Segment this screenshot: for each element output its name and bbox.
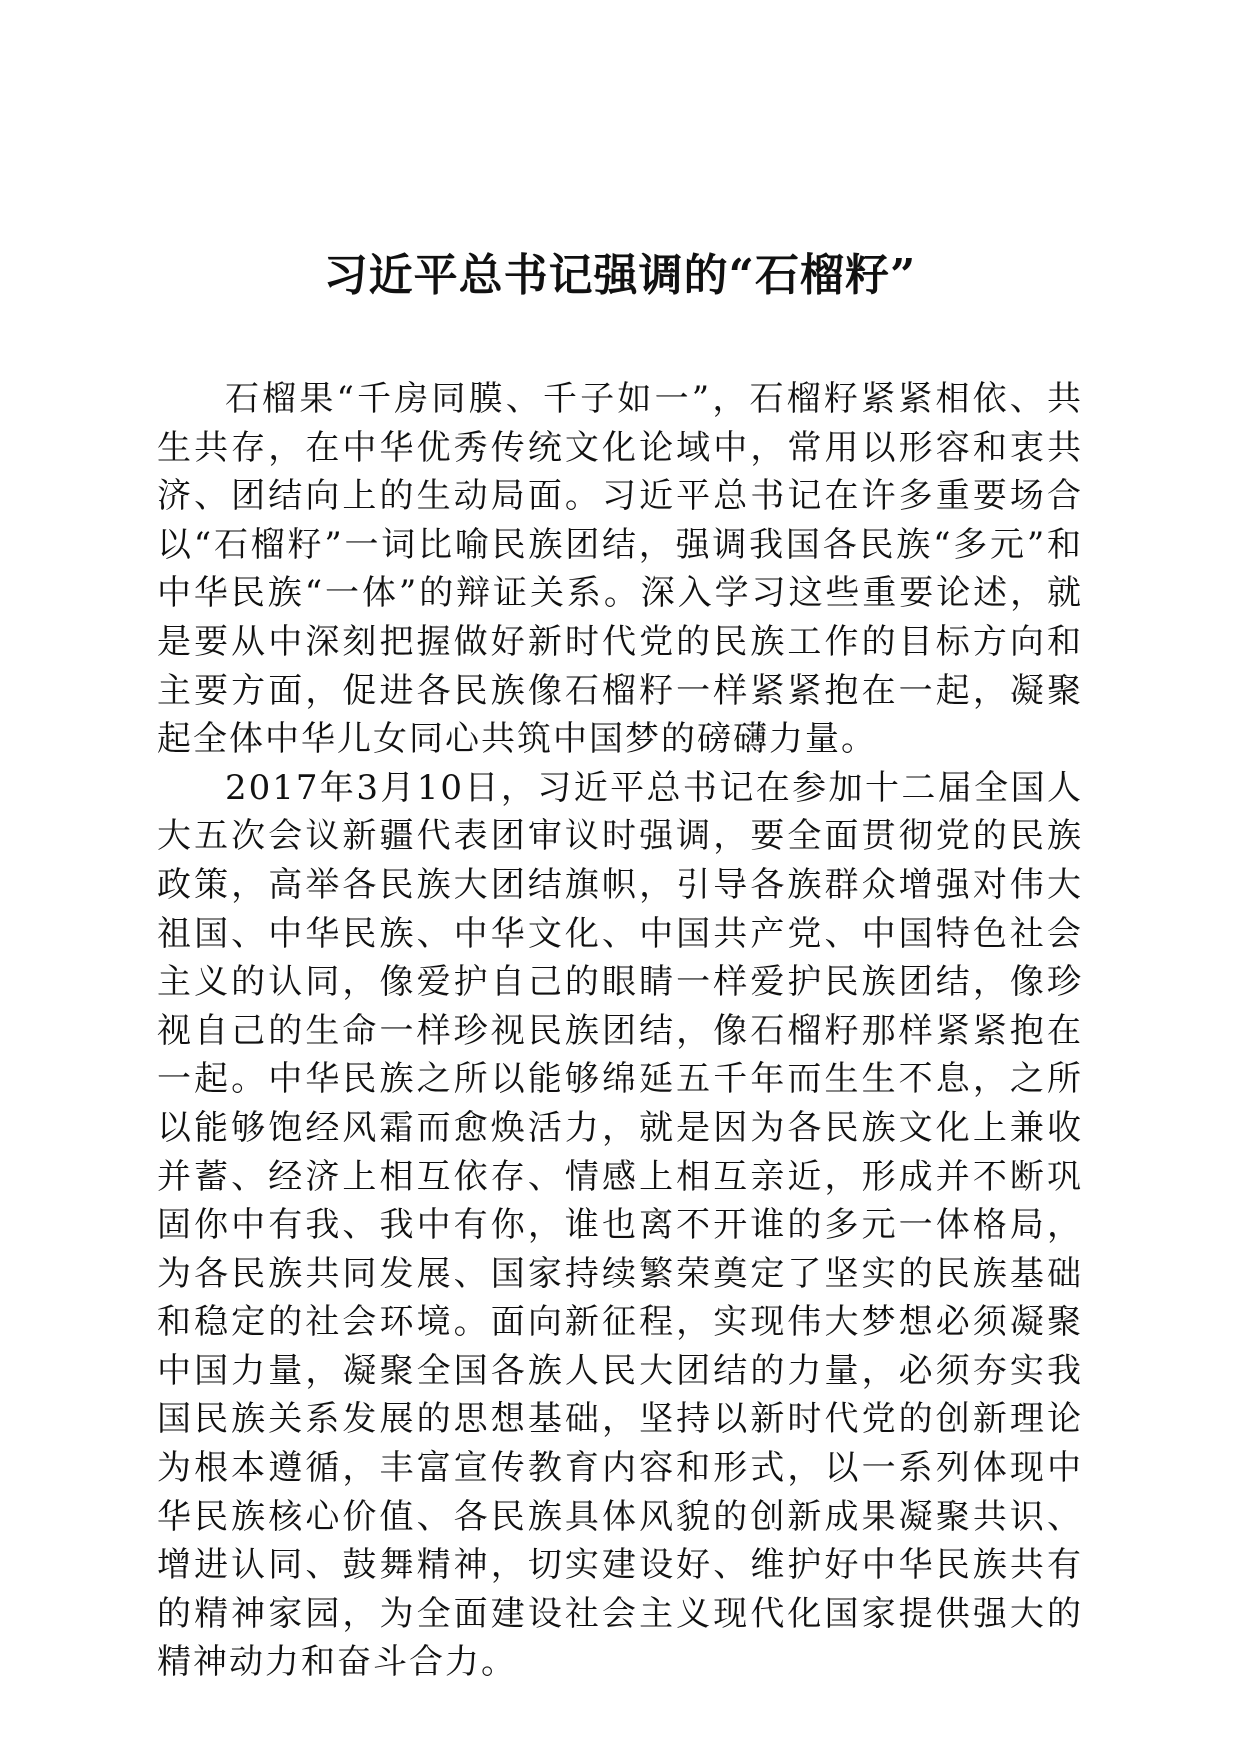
paragraph-1: 石榴果“千房同膜、千子如一”，石榴籽紧紧相依、共生共存，在中华优秀传统文化论域中，常用以形容和衷共济、团结向上的生动局面。习近平总书记在许多重要场合以“石榴籽”一词比喻民族团结，强调我国各民族“多元”和中华民族“一体”的辩证关系。深入学习这些重要论述，就是要从中深刻把握做好新时代党的民族工作的目标方向和主要方面，促进各民族像石榴籽一样紧紧抱在一起，凝聚起全体中华儿女同心共筑中国梦的磅礴力量。 (157, 379, 1083, 760)
paragraph-2: 2017年3月10日，习近平总书记在参加十二届全国人大五次会议新疆代表团审议时强调，要全面贯彻党的民族政策，高举各民族大团结旗帜，引导各族群众增强对伟大祖国、中华民族、中华文化、中国共产党、中国特色社会主义的认同，像爱护自己的眼睛一样爱护民族团结，像珍视自己的生命一样珍视民族团结，像石榴籽那样紧紧抱在一起。中华民族之所以能够绵延五千年而生生不息，之所以能够饱经风霜而愈焕活力，就是因为各民族文化上兼收并蓄、经济上相互依存、情感上相互亲近，形成并不断巩固你中有我、我中有你，谁也离不开谁的多元一体格局，为各民族共同发展、国家持续繁荣奠定了坚实的民族基础和稳定的社会环境。面向新征程，实现伟大梦想必须凝聚中国力量，凝聚全国各族人民大团结的力量，必须夯实我国民族关系发展的思想基础，坚持以新时代党的创新理论为根本遵循，丰富宣传教育内容和形式，以一系列体现中华民族核心价值、各民族具体风貌的创新成果凝聚共识、增进认同、鼓舞精神，切实建设好、维护好中华民族共有的精神家园，为全面建设社会主义现代化国家提供强大的精神动力和奋斗合力。 (157, 767, 1083, 1683)
document-body (157, 375, 1083, 1687)
document-title: 习近平总书记强调的“石榴籽” (323, 250, 917, 301)
